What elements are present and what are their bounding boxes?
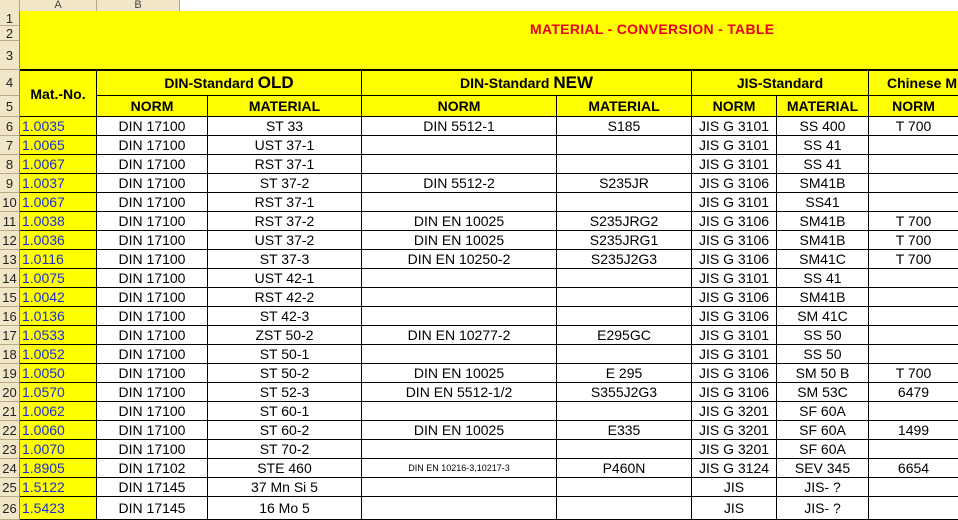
jis-norm-cell[interactable]: JIS G 3101 — [692, 269, 777, 288]
jis-material-cell[interactable]: SEV 345 — [777, 459, 869, 478]
row-header-11[interactable]: 11 — [0, 212, 20, 231]
din-old-material-cell[interactable]: UST 42-1 — [208, 269, 362, 288]
din-new-material-cell[interactable] — [557, 269, 692, 288]
jis-material-cell[interactable]: SM41B — [777, 212, 869, 231]
row-header-13[interactable]: 13 — [0, 250, 20, 269]
din-old-norm-cell[interactable]: DIN 17102 — [97, 459, 208, 478]
row-header-17[interactable]: 17 — [0, 326, 20, 345]
din-old-norm-cell[interactable]: DIN 17100 — [97, 402, 208, 421]
din-new-material-cell[interactable] — [557, 497, 692, 520]
mat-no-cell[interactable]: 1.0070 — [20, 440, 97, 459]
chinese-norm-cell[interactable]: T 700 — [869, 231, 958, 250]
mat-no-cell[interactable]: 1.0116 — [20, 250, 97, 269]
subheader-norm-6: NORM — [869, 96, 958, 117]
row-header-26[interactable]: 26 — [0, 497, 20, 520]
jis-material-cell[interactable]: SF 60A — [777, 440, 869, 459]
din-new-norm-cell[interactable] — [362, 136, 557, 155]
chinese-norm-cell[interactable] — [869, 174, 958, 193]
jis-norm-cell[interactable]: JIS G 3106 — [692, 364, 777, 383]
chinese-norm-cell[interactable] — [869, 155, 958, 174]
din-new-norm-cell[interactable]: DIN EN 10277-2 — [362, 326, 557, 345]
header-chinese: Chinese M — [869, 70, 958, 96]
jis-material-cell[interactable]: SS 50 — [777, 345, 869, 364]
din-old-norm-cell[interactable]: DIN 17100 — [97, 421, 208, 440]
din-old-norm-cell[interactable]: DIN 17100 — [97, 136, 208, 155]
row-header-18[interactable]: 18 — [0, 345, 20, 364]
din-old-norm-cell[interactable]: DIN 17100 — [97, 193, 208, 212]
mat-no-cell[interactable]: 1.0075 — [20, 269, 97, 288]
jis-norm-cell[interactable]: JIS G 3106 — [692, 231, 777, 250]
din-new-norm-cell[interactable] — [362, 193, 557, 212]
din-new-norm-cell[interactable]: DIN EN 10025 — [362, 364, 557, 383]
chinese-norm-cell[interactable]: T 700 — [869, 250, 958, 269]
din-new-norm-cell[interactable] — [362, 288, 557, 307]
mat-no-cell[interactable]: 1.0067 — [20, 155, 97, 174]
jis-material-cell[interactable]: SS 41 — [777, 155, 869, 174]
mat-no-cell[interactable]: 1.0067 — [20, 193, 97, 212]
row-header-15[interactable]: 15 — [0, 288, 20, 307]
header-din-new — [362, 70, 692, 96]
chinese-norm-cell[interactable] — [869, 288, 958, 307]
jis-norm-cell[interactable]: JIS G 3124 — [692, 459, 777, 478]
din-old-material-cell[interactable]: ST 42-3 — [208, 307, 362, 326]
subheader-norm-4: NORM — [692, 96, 777, 117]
chinese-norm-cell[interactable] — [869, 345, 958, 364]
din-new-material-cell[interactable] — [557, 440, 692, 459]
din-new-material-cell[interactable]: S235JR — [557, 174, 692, 193]
mat-no-cell[interactable]: 1.0136 — [20, 307, 97, 326]
mat-no-cell[interactable]: 1.5122 — [20, 478, 97, 497]
mat-no-cell[interactable]: 1.0060 — [20, 421, 97, 440]
din-old-material-cell[interactable]: ZST 50-2 — [208, 326, 362, 345]
din-new-material-cell[interactable]: S235JRG1 — [557, 231, 692, 250]
subheader-material-3: MATERIAL — [557, 96, 692, 117]
jis-material-cell[interactable]: SM41B — [777, 174, 869, 193]
din-old-norm-cell[interactable]: DIN 17100 — [97, 269, 208, 288]
din-old-norm-cell[interactable]: DIN 17100 — [97, 174, 208, 193]
din-old-material-cell[interactable]: 37 Mn Si 5 — [208, 478, 362, 497]
chinese-norm-cell[interactable] — [869, 478, 958, 497]
mat-no-cell[interactable]: 1.0036 — [20, 231, 97, 250]
chinese-norm-cell[interactable]: 6479 — [869, 383, 958, 402]
mat-no-cell[interactable]: 1.0052 — [20, 345, 97, 364]
mat-no-cell[interactable]: 1.0035 — [20, 117, 97, 136]
jis-norm-cell[interactable]: JIS G 3101 — [692, 193, 777, 212]
jis-norm-cell[interactable]: JIS G 3201 — [692, 421, 777, 440]
jis-material-cell[interactable]: SM41B — [777, 231, 869, 250]
row-header-8[interactable]: 8 — [0, 155, 20, 174]
din-new-material-cell[interactable]: S185 — [557, 117, 692, 136]
jis-material-cell[interactable]: SM 50 B — [777, 364, 869, 383]
din-old-material-cell[interactable]: ST 33 — [208, 117, 362, 136]
din-new-norm-cell[interactable]: DIN EN 10250-2 — [362, 250, 557, 269]
row-header-3[interactable]: 3 — [0, 41, 20, 70]
din-old-norm-cell[interactable]: DIN 17145 — [97, 478, 208, 497]
row-header-4[interactable]: 4 — [0, 70, 20, 96]
jis-norm-cell[interactable]: JIS G 3101 — [692, 155, 777, 174]
row-header-7[interactable]: 7 — [0, 136, 20, 155]
jis-material-cell[interactable]: JIS- ? — [777, 497, 869, 520]
jis-material-cell[interactable]: SM 41C — [777, 307, 869, 326]
din-new-norm-cell[interactable]: DIN EN 10025 — [362, 421, 557, 440]
din-new-norm-cell[interactable]: DIN EN 10216-3,10217-3 — [362, 459, 557, 478]
din-old-material-cell[interactable]: ST 52-3 — [208, 383, 362, 402]
din-old-material-cell[interactable]: ST 70-2 — [208, 440, 362, 459]
jis-material-cell[interactable]: SF 60A — [777, 402, 869, 421]
din-old-material-cell[interactable]: RST 37-2 — [208, 212, 362, 231]
mat-no-cell[interactable]: 1.0050 — [20, 364, 97, 383]
din-old-norm-cell[interactable]: DIN 17100 — [97, 345, 208, 364]
din-old-material-cell[interactable]: 16 Mo 5 — [208, 497, 362, 520]
chinese-norm-cell[interactable] — [869, 136, 958, 155]
din-new-norm-cell[interactable]: DIN 5512-1 — [362, 117, 557, 136]
column-header-a[interactable]: A — [20, 0, 97, 11]
subheader-material-5: MATERIAL — [777, 96, 869, 117]
din-old-norm-cell[interactable]: DIN 17100 — [97, 212, 208, 231]
column-header-b[interactable]: B — [97, 0, 180, 11]
din-new-material-cell[interactable]: E 295 — [557, 364, 692, 383]
din-new-norm-cell[interactable] — [362, 497, 557, 520]
din-new-material-cell[interactable]: P460N — [557, 459, 692, 478]
mat-no-cell[interactable]: 1.8905 — [20, 459, 97, 478]
jis-material-cell[interactable]: JIS- ? — [777, 478, 869, 497]
din-old-material-cell[interactable]: ST 50-2 — [208, 364, 362, 383]
din-new-material-cell[interactable] — [557, 345, 692, 364]
row-header-1[interactable]: 1 — [0, 11, 20, 26]
jis-material-cell[interactable]: SS 41 — [777, 136, 869, 155]
din-old-material-cell[interactable]: RST 42-2 — [208, 288, 362, 307]
din-old-material-cell[interactable]: UST 37-2 — [208, 231, 362, 250]
jis-material-cell[interactable]: SM41B — [777, 288, 869, 307]
jis-material-cell[interactable]: SM41C — [777, 250, 869, 269]
jis-material-cell[interactable]: SS 50 — [777, 326, 869, 345]
jis-norm-cell[interactable]: JIS — [692, 497, 777, 520]
din-old-norm-cell[interactable]: DIN 17145 — [97, 497, 208, 520]
subheader-norm-0: NORM — [97, 96, 208, 117]
din-old-material-cell[interactable]: ST 37-2 — [208, 174, 362, 193]
din-new-norm-cell[interactable]: DIN EN 5512-1/2 — [362, 383, 557, 402]
mat-no-cell[interactable]: 1.0037 — [20, 174, 97, 193]
din-new-norm-cell[interactable] — [362, 307, 557, 326]
din-new-material-cell[interactable] — [557, 307, 692, 326]
jis-norm-cell[interactable]: JIS G 3101 — [692, 326, 777, 345]
chinese-norm-cell[interactable]: 6654 — [869, 459, 958, 478]
header-din-old-label: DIN-Standard — [164, 75, 258, 91]
row-header-25[interactable]: 25 — [0, 478, 20, 497]
din-new-material-cell[interactable] — [557, 136, 692, 155]
din-new-norm-cell[interactable] — [362, 478, 557, 497]
header-din-old-suffix: OLD — [257, 73, 294, 92]
row-header-21[interactable]: 21 — [0, 402, 20, 421]
din-old-material-cell[interactable]: ST 37-3 — [208, 250, 362, 269]
mat-no-cell[interactable]: 1.0065 — [20, 136, 97, 155]
jis-material-cell[interactable]: SS 400 — [777, 117, 869, 136]
row-header-2[interactable]: 2 — [0, 26, 20, 41]
din-new-norm-cell[interactable] — [362, 440, 557, 459]
din-old-norm-cell[interactable]: DIN 17100 — [97, 326, 208, 345]
row-header-9[interactable]: 9 — [0, 174, 20, 193]
row-header-12[interactable]: 12 — [0, 231, 20, 250]
jis-norm-cell[interactable]: JIS G 3201 — [692, 402, 777, 421]
din-old-norm-cell[interactable]: DIN 17100 — [97, 231, 208, 250]
chinese-norm-cell[interactable] — [869, 402, 958, 421]
subheader-norm-2: NORM — [362, 96, 557, 117]
chinese-norm-cell[interactable]: T 700 — [869, 117, 958, 136]
jis-norm-cell[interactable]: JIS G 3106 — [692, 212, 777, 231]
din-new-norm-cell[interactable] — [362, 402, 557, 421]
chinese-norm-cell[interactable] — [869, 269, 958, 288]
chinese-norm-cell[interactable] — [869, 307, 958, 326]
select-all-corner[interactable] — [0, 0, 20, 11]
row-header-19[interactable]: 19 — [0, 364, 20, 383]
jis-material-cell[interactable]: SM 53C — [777, 383, 869, 402]
header-jis — [692, 70, 869, 96]
din-new-norm-cell[interactable] — [362, 345, 557, 364]
din-new-material-cell[interactable]: E295GC — [557, 326, 692, 345]
chinese-norm-cell[interactable] — [869, 193, 958, 212]
jis-norm-cell[interactable]: JIS — [692, 478, 777, 497]
din-old-norm-cell[interactable]: DIN 17100 — [97, 364, 208, 383]
row-header-24[interactable]: 24 — [0, 459, 20, 478]
din-old-material-cell[interactable]: UST 37-1 — [208, 136, 362, 155]
header-mat-no: Mat.-No. — [20, 70, 97, 117]
jis-norm-cell[interactable]: JIS G 3106 — [692, 383, 777, 402]
din-new-material-cell[interactable]: S355J2G3 — [557, 383, 692, 402]
row-header-22[interactable]: 22 — [0, 421, 20, 440]
din-new-material-cell[interactable]: S235JRG2 — [557, 212, 692, 231]
jis-material-cell[interactable]: SS 41 — [777, 269, 869, 288]
jis-norm-cell[interactable]: JIS G 3101 — [692, 136, 777, 155]
din-new-material-cell[interactable] — [557, 402, 692, 421]
jis-norm-cell[interactable]: JIS G 3101 — [692, 345, 777, 364]
jis-material-cell[interactable]: SF 60A — [777, 421, 869, 440]
din-new-material-cell[interactable] — [557, 478, 692, 497]
chinese-norm-cell[interactable] — [869, 497, 958, 520]
chinese-norm-cell[interactable] — [869, 326, 958, 345]
mat-no-cell[interactable]: 1.0042 — [20, 288, 97, 307]
din-new-material-cell[interactable] — [557, 155, 692, 174]
din-old-norm-cell[interactable]: DIN 17100 — [97, 440, 208, 459]
row-header-14[interactable]: 14 — [0, 269, 20, 288]
din-new-material-cell[interactable]: S235J2G3 — [557, 250, 692, 269]
page-title: MATERIAL - CONVERSION - TABLE — [530, 21, 775, 37]
row-header-6[interactable]: 6 — [0, 117, 20, 136]
jis-norm-cell[interactable]: JIS G 3201 — [692, 440, 777, 459]
din-old-material-cell[interactable]: RST 37-1 — [208, 193, 362, 212]
row-header-10[interactable]: 10 — [0, 193, 20, 212]
row-header-23[interactable]: 23 — [0, 440, 20, 459]
din-old-material-cell[interactable]: RST 37-1 — [208, 155, 362, 174]
din-old-norm-cell[interactable]: DIN 17100 — [97, 307, 208, 326]
subheader-material-1: MATERIAL — [208, 96, 362, 117]
din-old-norm-cell[interactable]: DIN 17100 — [97, 383, 208, 402]
din-new-material-cell[interactable] — [557, 193, 692, 212]
din-new-norm-cell[interactable]: DIN EN 10025 — [362, 212, 557, 231]
header-din-old — [97, 70, 362, 96]
din-old-norm-cell[interactable]: DIN 17100 — [97, 288, 208, 307]
din-old-norm-cell[interactable]: DIN 17100 — [97, 117, 208, 136]
row-header-16[interactable]: 16 — [0, 307, 20, 326]
jis-norm-cell[interactable]: JIS G 3106 — [692, 250, 777, 269]
chinese-norm-cell[interactable]: 1499 — [869, 421, 958, 440]
title-block — [20, 11, 958, 70]
din-old-material-cell[interactable]: ST 50-1 — [208, 345, 362, 364]
header-din-new-label: DIN-Standard — [459, 75, 554, 91]
mat-no-cell[interactable]: 1.0038 — [20, 212, 97, 231]
jis-material-cell[interactable]: SS41 — [777, 193, 869, 212]
jis-norm-cell[interactable]: JIS G 3106 — [692, 307, 777, 326]
mat-no-cell[interactable]: 1.5423 — [20, 497, 97, 520]
din-old-norm-cell[interactable]: DIN 17100 — [97, 155, 208, 174]
chinese-norm-cell[interactable] — [869, 440, 958, 459]
row-header-5[interactable]: 5 — [0, 96, 20, 117]
jis-norm-cell[interactable]: JIS G 3106 — [692, 288, 777, 307]
jis-norm-cell[interactable]: JIS G 3106 — [692, 174, 777, 193]
din-old-material-cell[interactable]: STE 460 — [208, 459, 362, 478]
header-jis-label: JIS-Standard — [736, 75, 824, 91]
din-new-norm-cell[interactable] — [362, 269, 557, 288]
din-new-material-cell[interactable]: E335 — [557, 421, 692, 440]
chinese-norm-cell[interactable]: T 700 — [869, 364, 958, 383]
mat-no-cell[interactable]: 1.0570 — [20, 383, 97, 402]
din-old-norm-cell[interactable]: DIN 17100 — [97, 250, 208, 269]
mat-no-cell[interactable]: 1.0062 — [20, 402, 97, 421]
header-din-new-suffix: NEW — [553, 73, 593, 92]
jis-norm-cell[interactable]: JIS G 3101 — [692, 117, 777, 136]
mat-no-cell[interactable]: 1.0533 — [20, 326, 97, 345]
din-new-norm-cell[interactable]: DIN EN 10025 — [362, 231, 557, 250]
din-new-norm-cell[interactable]: DIN 5512-2 — [362, 174, 557, 193]
din-old-material-cell[interactable]: ST 60-1 — [208, 402, 362, 421]
din-new-material-cell[interactable] — [557, 288, 692, 307]
chinese-norm-cell[interactable]: T 700 — [869, 212, 958, 231]
din-new-norm-cell[interactable] — [362, 155, 557, 174]
row-header-20[interactable]: 20 — [0, 383, 20, 402]
din-old-material-cell[interactable]: ST 60-2 — [208, 421, 362, 440]
